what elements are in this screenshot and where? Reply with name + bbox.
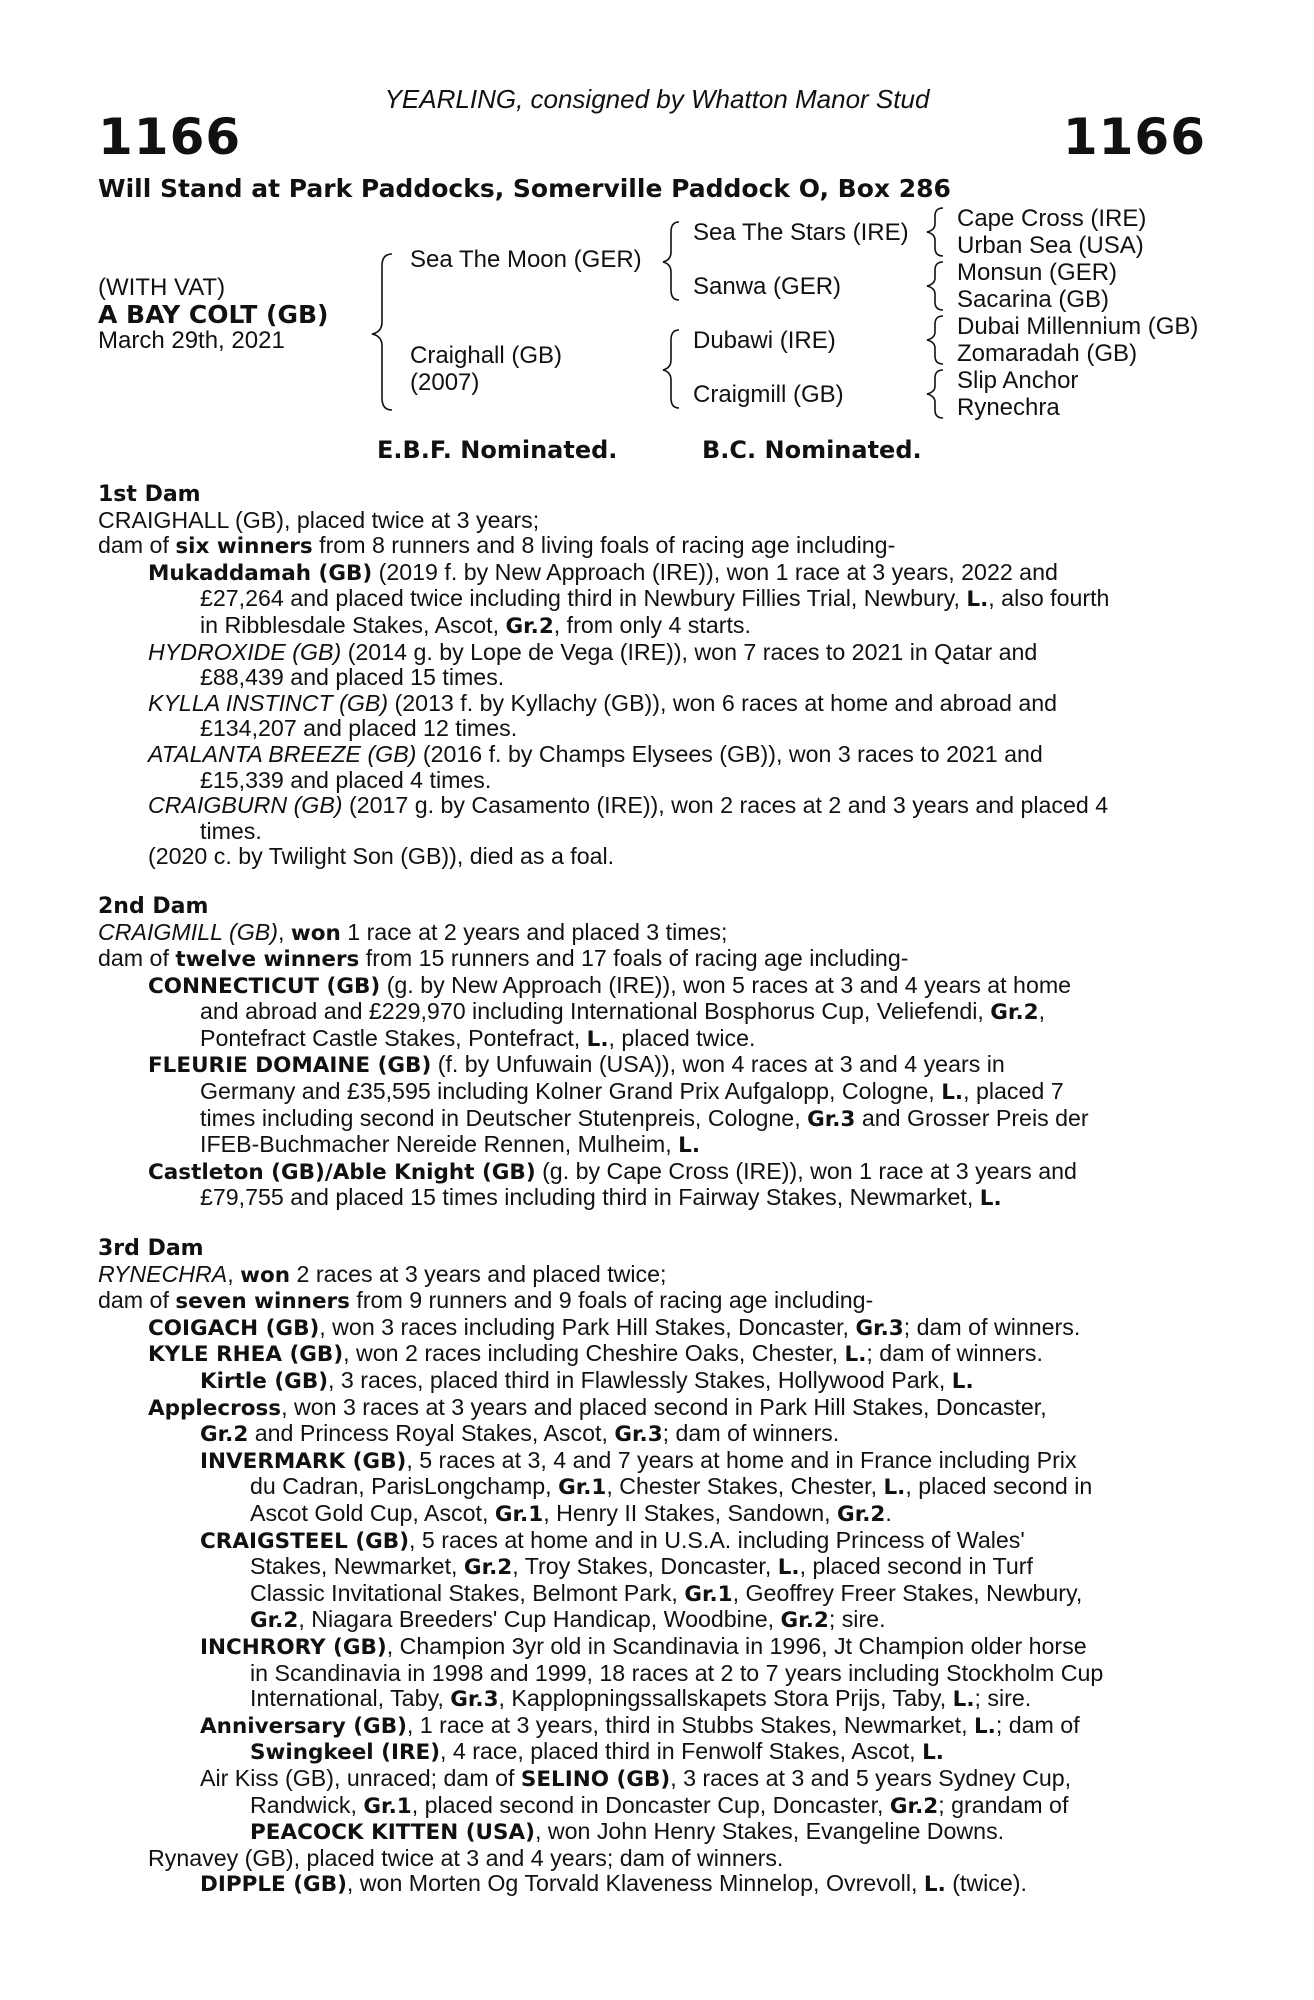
lot-number-left: 1166 bbox=[98, 108, 242, 166]
produce-entry: Anniversary (GB), 1 race at 3 years, third in Stubbs Stakes, Newmarket, L.; dam of bbox=[200, 1711, 1080, 1739]
pedigree-ggs-6: Zomaradah (GB) bbox=[957, 340, 1138, 367]
second-dam-heading: 2nd Dam bbox=[98, 893, 209, 919]
consignment-line: YEARLING, consigned by Whatton Manor Stud bbox=[384, 84, 930, 114]
produce-entry: COIGACH (GB), won 3 races including Park Hill Stakes, Doncaster, Gr.3; dam of winners. bbox=[148, 1313, 1081, 1341]
produce-entry: FLEURIE DOMAINE (GB) (f. by Unfuwain (USA)), won 4 races at 3 and 4 years in bbox=[148, 1051, 1005, 1079]
produce-entry-cont: Swingkeel (IRE), 4 race, placed third in Fenwolf Stakes, Ascot, L. bbox=[250, 1738, 944, 1766]
third-dam-line: RYNECHRA, won 2 races at 3 years and placed twice; bbox=[98, 1260, 667, 1288]
produce-entry: KYLLA INSTINCT (GB) (2013 f. by Kyllachy (GB)), won 6 races at home and abroad and bbox=[148, 689, 1058, 716]
produce-entry-cont: Stakes, Newmarket, Gr.2, Troy Stakes, Doncaster, L., placed second in Turf bbox=[250, 1553, 1033, 1581]
produce-entry: INCHRORY (GB), Champion 3yr old in Scandinavia in 1996, Jt Champion older horse bbox=[200, 1632, 1087, 1660]
pedigree-ggs-4: Sacarina (GB) bbox=[957, 286, 1110, 313]
second-dam-produce-line: dam of twelve winners from 15 runners and 17 foals of racing age including- bbox=[98, 945, 909, 973]
pedigree-ggs-5: Dubai Millennium (GB) bbox=[957, 313, 1199, 340]
catalogue-body bbox=[98, 482, 1205, 1898]
lot-number-right: 1166 bbox=[1062, 108, 1206, 166]
produce-entry-cont: in Scandinavia in 1998 and 1999, 18 races at 2 to 7 years including Stockholm Cup bbox=[250, 1659, 1104, 1686]
produce-entry-cont: International, Taby, Gr.3, Kapplopningssallskapets Stora Prijs, Taby, L.; sire. bbox=[250, 1685, 1032, 1713]
produce-entry-cont: £15,339 and placed 4 times. bbox=[200, 766, 492, 793]
pedigree-dam-dam: Craigmill (GB) bbox=[693, 381, 844, 408]
produce-entry-cont: Gr.2 and Princess Royal Stakes, Ascot, Gr.3; dam of winners. bbox=[200, 1420, 840, 1448]
produce-entry: KYLE RHEA (GB), won 2 races including Cheshire Oaks, Chester, L.; dam of winners. bbox=[148, 1340, 1043, 1368]
first-dam-produce-line: dam of six winners from 8 runners and 8 living foals of racing age including- bbox=[98, 532, 896, 560]
pedigree-sire-dam: Sanwa (GER) bbox=[693, 273, 842, 300]
produce-entry-cont: PEACOCK KITTEN (USA), won John Henry Stakes, Evangeline Downs. bbox=[250, 1818, 1005, 1846]
produce-entry-cont: £88,439 and placed 15 times. bbox=[200, 664, 505, 691]
pedigree-sire: Sea The Moon (GER) bbox=[410, 246, 642, 273]
horse-name: A BAY COLT (GB) bbox=[98, 300, 329, 329]
first-dam-heading: 1st Dam bbox=[98, 482, 201, 507]
produce-entry: (2020 c. by Twilight Son (GB)), died as a foal. bbox=[148, 843, 615, 870]
second-dam-line: CRAIGMILL (GB), won 1 race at 2 years and placed 3 times; bbox=[98, 918, 728, 946]
foaling-date: March 29th, 2021 bbox=[98, 327, 285, 354]
pedigree-dam-sire: Dubawi (IRE) bbox=[693, 327, 836, 354]
produce-entry: CRAIGBURN (GB) (2017 g. by Casamento (IRE)), won 2 races at 2 and 3 years and placed 4 bbox=[148, 792, 1109, 819]
produce-entry: CONNECTICUT (GB) (g. by New Approach (IRE)), won 5 races at 3 and 4 years at home bbox=[148, 971, 1072, 999]
produce-entry-cont: £27,264 and placed twice including third in Newbury Fillies Trial, Newbury, L., also fourth bbox=[200, 585, 1110, 613]
produce-entry: Applecross, won 3 races at 3 years and placed second in Park Hill Stakes, Doncaster, bbox=[148, 1393, 1047, 1421]
pedigree-dam-year: (2007) bbox=[410, 369, 480, 396]
produce-entry: DIPPLE (GB), won Morten Og Torvald Klaveness Minnelop, Ovrevoll, L. (twice). bbox=[200, 1870, 1027, 1898]
ebf-nomination: E.B.F. Nominated. bbox=[377, 436, 618, 464]
produce-entry: Castleton (GB)/Able Knight (GB) (g. by Cape Cross (IRE)), won 1 race at 3 years and bbox=[148, 1157, 1077, 1185]
produce-entry-cont: and abroad and £229,970 including International Bosphorus Cup, Veliefendi, Gr.2, bbox=[200, 998, 1046, 1026]
third-dam-heading: 3rd Dam bbox=[98, 1236, 204, 1262]
produce-entry-cont: £134,207 and placed 12 times. bbox=[200, 715, 518, 742]
produce-entry: ATALANTA BREEZE (GB) (2016 f. by Champs Elysees (GB)), won 3 races to 2021 and bbox=[148, 740, 1043, 767]
first-dam-line: CRAIGHALL (GB), placed twice at 3 years; bbox=[98, 506, 540, 533]
pedigree-ggs-1: Cape Cross (IRE) bbox=[957, 205, 1147, 232]
vat-label: (WITH VAT) bbox=[98, 274, 226, 301]
third-dam-produce-line: dam of seven winners from 9 runners and 9 foals of racing age including- bbox=[98, 1287, 874, 1315]
produce-entry-cont: du Cadran, ParisLongchamp, Gr.1, Chester Stakes, Chester, L., placed second in bbox=[250, 1473, 1093, 1501]
produce-entry: INVERMARK (GB), 5 races at 3, 4 and 7 years at home and in France including Prix bbox=[200, 1446, 1077, 1474]
pedigree-brackets bbox=[0, 0, 1314, 440]
pedigree-ggs-3: Monsun (GER) bbox=[957, 259, 1118, 286]
produce-entry: Rynavey (GB), placed twice at 3 and 4 years; dam of winners. bbox=[148, 1844, 784, 1871]
pedigree-ggs-2: Urban Sea (USA) bbox=[957, 232, 1144, 259]
pedigree-dam: Craighall (GB) bbox=[410, 342, 563, 369]
produce-entry-cont: IFEB-Buchmacher Nereide Rennen, Mulheim, L. bbox=[200, 1131, 701, 1159]
produce-entry-cont: £79,755 and placed 15 times including third in Fairway Stakes, Newmarket, L. bbox=[200, 1184, 1002, 1212]
produce-entry-cont: Pontefract Castle Stakes, Pontefract, L., placed twice. bbox=[200, 1024, 756, 1052]
pedigree-ggs-7: Slip Anchor bbox=[957, 367, 1079, 394]
bc-nomination: B.C. Nominated. bbox=[702, 436, 922, 464]
produce-entry: HYDROXIDE (GB) (2014 g. by Lope de Vega (IRE)), won 7 races to 2021 in Qatar and bbox=[148, 638, 1038, 665]
produce-entry-cont: Germany and £35,595 including Kolner Grand Prix Aufgalopp, Cologne, L., placed 7 bbox=[200, 1078, 1064, 1106]
produce-entry-cont: Ascot Gold Cup, Ascot, Gr.1, Henry II Stakes, Sandown, Gr.2. bbox=[250, 1499, 892, 1527]
produce-entry: Mukaddamah (GB) (2019 f. by New Approach (IRE)), won 1 race at 3 years, 2022 and bbox=[148, 558, 1058, 586]
produce-entry: Kirtle (GB), 3 races, placed third in Flawlessly Stakes, Hollywood Park, L. bbox=[200, 1367, 974, 1394]
produce-entry-cont: Classic Invitational Stakes, Belmont Park, Gr.1, Geoffrey Freer Stakes, Newbury, bbox=[250, 1579, 1083, 1607]
stand-location: Will Stand at Park Paddocks, Somerville Paddock O, Box 286 bbox=[98, 174, 951, 203]
produce-entry-cont: Randwick, Gr.1, placed second in Doncaster Cup, Doncaster, Gr.2; grandam of bbox=[250, 1791, 1069, 1819]
produce-entry-cont: times. bbox=[200, 817, 262, 844]
produce-entry: Air Kiss (GB), unraced; dam of SELINO (GB), 3 races at 3 and 5 years Sydney Cup, bbox=[200, 1764, 1072, 1792]
produce-entry-cont: in Ribblesdale Stakes, Ascot, Gr.2, from only 4 starts. bbox=[200, 611, 751, 639]
produce-entry-cont: Gr.2, Niagara Breeders' Cup Handicap, Woodbine, Gr.2; sire. bbox=[250, 1606, 886, 1634]
produce-entry: CRAIGSTEEL (GB), 5 races at home and in U.S.A. including Princess of Wales' bbox=[200, 1526, 1025, 1554]
pedigree-ggs-8: Rynechra bbox=[957, 394, 1060, 421]
produce-entry-cont: times including second in Deutscher Stutenpreis, Cologne, Gr.3 and Grosser Preis der bbox=[200, 1104, 1089, 1132]
pedigree-sire-sire: Sea The Stars (IRE) bbox=[693, 219, 909, 246]
